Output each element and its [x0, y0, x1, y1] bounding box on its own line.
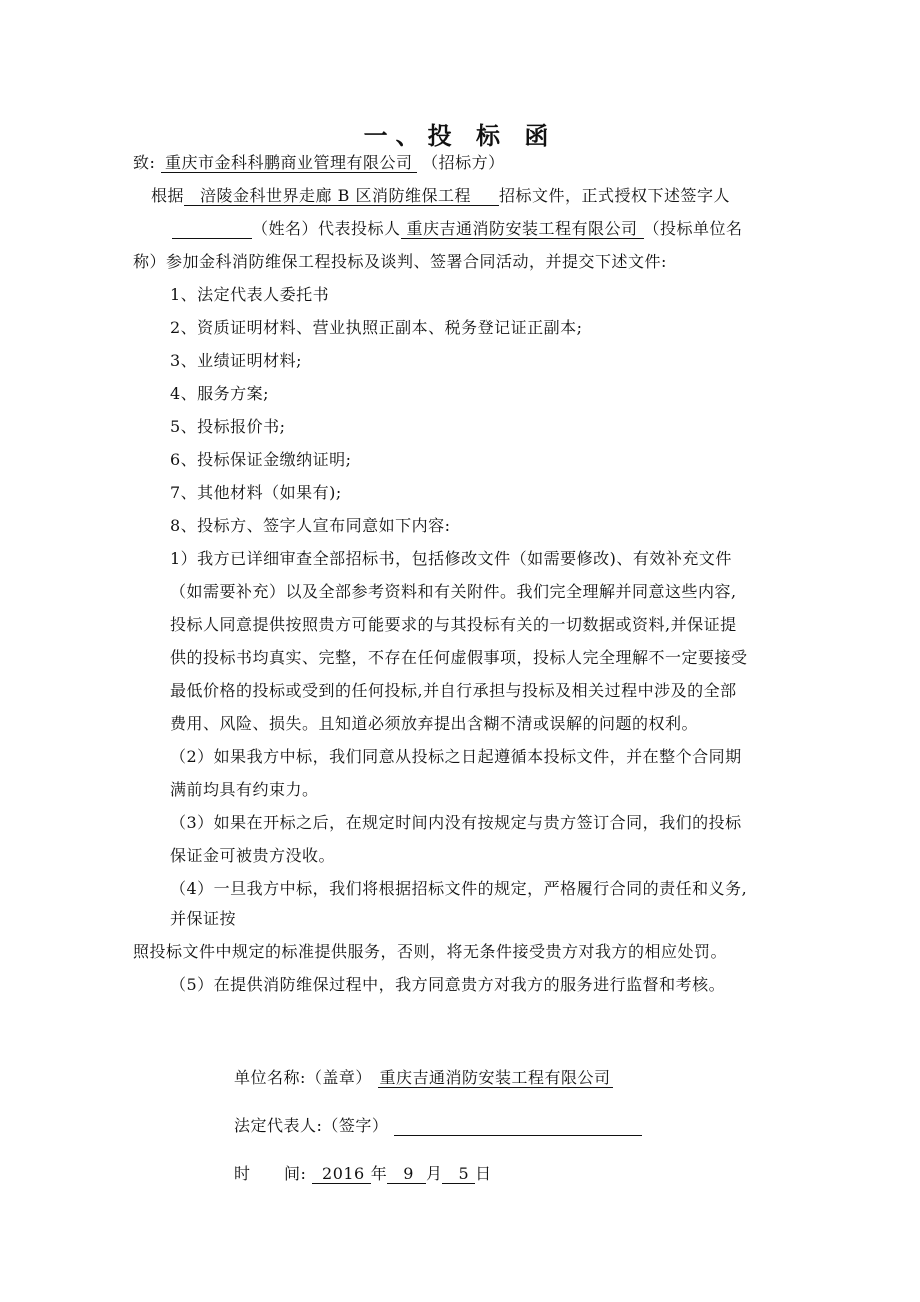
signer-name-blank	[172, 222, 252, 239]
project-name: 涪陵金科世界走廊 B 区消防维保工程	[184, 187, 499, 206]
date-month: 9	[387, 1165, 426, 1184]
recipient-name: 重庆市金科科鹏商业管理有限公司	[161, 154, 417, 173]
list-item: 3、业绩证明材料;	[170, 351, 303, 370]
clause-line: （4）一旦我方中标，我们将根据招标文件的规定，严格履行合同的责任和义务,	[170, 879, 748, 898]
list-item: 7、其他材料（如果有);	[170, 483, 342, 502]
salutation-line	[133, 153, 505, 173]
unit-label: 单位名称:（盖章）	[234, 1068, 372, 1087]
intro-line-1	[151, 186, 730, 206]
list-item: 4、服务方案;	[170, 384, 270, 403]
bidder-name: 重庆吉通消防安装工程有限公司	[401, 220, 644, 239]
clause-line: 满前均具有约束力。	[170, 780, 319, 799]
intro-line-3: 称）参加金科消防维保工程投标及谈判、签署合同活动，并提交下述文件:	[133, 252, 667, 271]
intro-text: 招标文件，正式授权下述签字人	[498, 186, 730, 205]
list-item: 5、投标报价书;	[170, 417, 286, 436]
clause-line: （5）在提供消防维保过程中，我方同意贵方对我方的服务进行监督和考核。	[170, 975, 726, 994]
signature-date-line	[234, 1164, 492, 1184]
list-item: 1、法定代表人委托书	[170, 285, 330, 304]
clause-line: （如需要补充）以及全部参考资料和有关附件。我们完全理解并同意这些内容,	[170, 582, 737, 601]
intro-text: （姓名）代表投标人	[252, 219, 401, 238]
clause-line: 保证金可被贵方没收。	[170, 846, 336, 865]
list-item: 6、投标保证金缴纳证明;	[170, 450, 352, 469]
clause-line: 费用、风险、损失。且知道必须放弃提出含糊不清或误解的问题的权利。	[170, 714, 699, 733]
unit-name: 重庆吉通消防安装工程有限公司	[379, 1068, 611, 1087]
clause-line: 1）我方已详细审查全部招标书，包括修改文件（如需要修改)、有效补充文件	[170, 549, 732, 568]
time-label: 间:	[284, 1164, 307, 1183]
clause-line: 并保证按	[170, 909, 237, 928]
year-unit: 年	[370, 1164, 388, 1183]
intro-text: （投标单位名	[643, 219, 743, 238]
intro-text: 根据	[151, 186, 185, 205]
date-year: 2016	[312, 1165, 371, 1184]
clause-line: （3）如果在开标之后，在规定时间内没有按规定与贵方签订合同，我们的投标	[170, 813, 742, 832]
signature-unit-line	[234, 1068, 613, 1088]
day-unit: 日	[475, 1164, 492, 1183]
clause-line: 投标人同意提供按照贵方可能要求的与其投标有关的一切数据或资料,并保证提	[170, 615, 737, 634]
clause-line: 照投标文件中规定的标准提供服务，否则，将无条件接受贵方对我方的相应处罚。	[133, 942, 728, 961]
clause-line: 供的投标书均真实、完整，不存在任何虚假事项，投标人完全理解不一定要接受	[170, 648, 748, 667]
document-title: 一、投 标 函	[363, 121, 557, 150]
list-item: 2、资质证明材料、营业执照正副本、税务登记证正副本;	[170, 318, 583, 337]
clause-line: 最低价格的投标或受到的任何投标,并自行承担与投标及相关过程中涉及的全部	[170, 681, 737, 700]
time-label: 时	[234, 1164, 285, 1183]
salutation-prefix: 致:	[133, 153, 156, 172]
signature-rep-line	[234, 1116, 642, 1136]
month-unit: 月	[425, 1164, 443, 1183]
signature-blank	[394, 1119, 642, 1136]
intro-line-2	[172, 219, 743, 239]
list-item: 8、投标方、签字人宣布同意如下内容:	[170, 516, 451, 535]
clause-line: （2）如果我方中标，我们同意从投标之日起遵循本投标文件，并在整个合同期	[170, 747, 742, 766]
salutation-suffix: （招标方）	[422, 153, 505, 172]
rep-label: 法定代表人:（签字）	[234, 1116, 389, 1135]
date-day: 5	[442, 1165, 475, 1184]
